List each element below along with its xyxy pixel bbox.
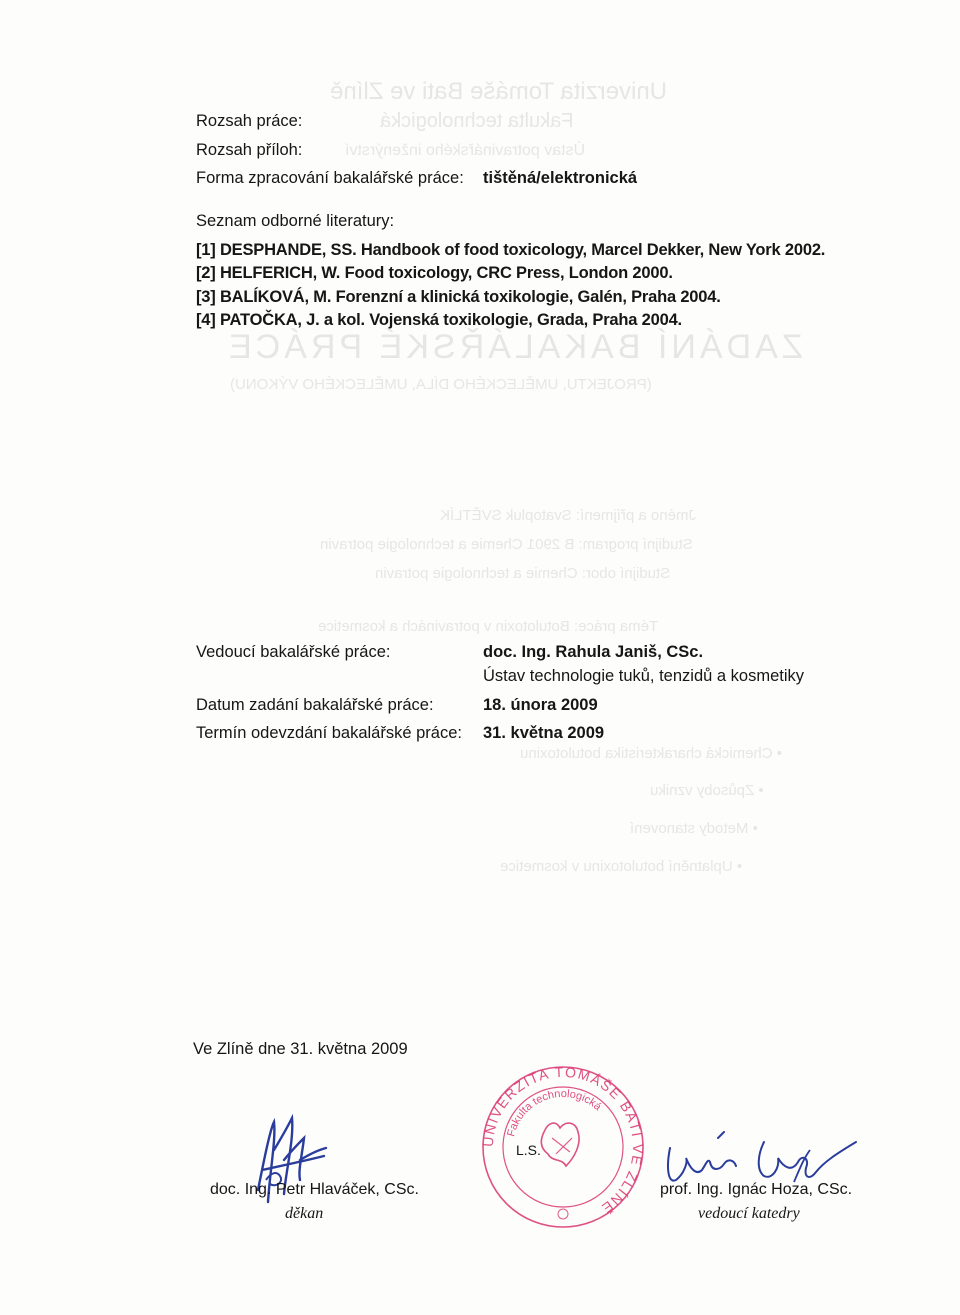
assigned-date-value: 18. února 2009 bbox=[483, 696, 598, 714]
literature-item: [1] DESPHANDE, SS. Handbook of food toxicology, Marcel Dekker, New York 2002. bbox=[196, 241, 826, 259]
show-through-text: • Metody stanovení bbox=[630, 820, 758, 837]
literature-heading: Seznam odborné literatury: bbox=[196, 212, 395, 230]
stamp-outer-text: UNIVERZITA TOMÁŠE BATI VE ZLÍNĚ bbox=[479, 1063, 647, 1218]
show-through-text: • Chemická charakteristika botulotoxinu bbox=[520, 745, 783, 762]
literature-item: [4] PATOČKA, J. a kol. Vojenská toxikologie, Grada, Praha 2004. bbox=[196, 311, 682, 329]
supervisor-department: Ústav technologie tuků, tenzidů a kosmetiky bbox=[483, 667, 805, 685]
forma-label: Forma zpracování bakalářské práce: bbox=[196, 169, 464, 187]
show-through-text: Téma práce: Botulotoxin v potravinách a kosmetice bbox=[318, 618, 659, 635]
show-through-text: Fakulta technologická bbox=[380, 110, 574, 132]
show-through-text: • Uplatnění botulotoxinu v kosmetice bbox=[500, 858, 743, 875]
stamp-inner-text: Fakulta technologická bbox=[505, 1087, 604, 1138]
show-through-text: Studijní obor: Chemie a technologie potravin bbox=[375, 565, 671, 582]
dean-title: děkan bbox=[285, 1205, 324, 1222]
show-through-text: (PROJEKTU, UMĚLECKÉHO DÍLA, UMĚLECKÉHO VÝKONU) bbox=[230, 376, 652, 393]
literature-item: [2] HELFERICH, W. Food toxicology, CRC Press, London 2000. bbox=[196, 264, 673, 282]
place-date: Ve Zlíně dne 31. května 2009 bbox=[193, 1040, 408, 1058]
stamp-ls: L.S. bbox=[516, 1142, 541, 1158]
show-through-text: Studijní program: B 2901 Chemie a technologie potravin bbox=[320, 536, 693, 553]
rozsah-priloh-label: Rozsah příloh: bbox=[196, 141, 303, 159]
deadline-value: 31. května 2009 bbox=[483, 724, 605, 742]
supervisor-label: Vedoucí bakalářské práce: bbox=[196, 643, 391, 661]
official-stamp bbox=[478, 1062, 648, 1232]
show-through-text: Ústav potravinářského inženýrství bbox=[345, 142, 586, 159]
head-title: vedoucí katedry bbox=[698, 1205, 800, 1222]
forma-value: tištěná/elektronická bbox=[483, 169, 638, 187]
dean-name: doc. Ing. Petr Hlaváček, CSc. bbox=[210, 1181, 419, 1198]
rozsah-prace-label: Rozsah práce: bbox=[196, 112, 303, 130]
deadline-label: Termín odevzdání bakalářské práce: bbox=[196, 724, 462, 742]
supervisor-name: doc. Ing. Rahula Janiš, CSc. bbox=[483, 643, 704, 661]
show-through-text: ZADÁNÍ BAKALÁŘSKÉ PRÁCE bbox=[225, 328, 803, 366]
show-through-text: Jméno a příjmení: Svatopluk SVĚTLÍK bbox=[440, 507, 696, 524]
literature-item: [3] BALÍKOVÁ, M. Forenzní a klinická toxikologie, Galén, Praha 2004. bbox=[196, 288, 721, 306]
svg-text:Fakulta technologická bbox=[505, 1088, 604, 1138]
show-through-text: • Způsoby vzniku bbox=[650, 782, 764, 799]
assigned-date-label: Datum zadání bakalářské práce: bbox=[196, 696, 434, 714]
head-name: prof. Ing. Ignác Hoza, CSc. bbox=[660, 1181, 853, 1198]
show-through-text: Univerzita Tomáše Bati ve Zlíně bbox=[330, 78, 668, 105]
